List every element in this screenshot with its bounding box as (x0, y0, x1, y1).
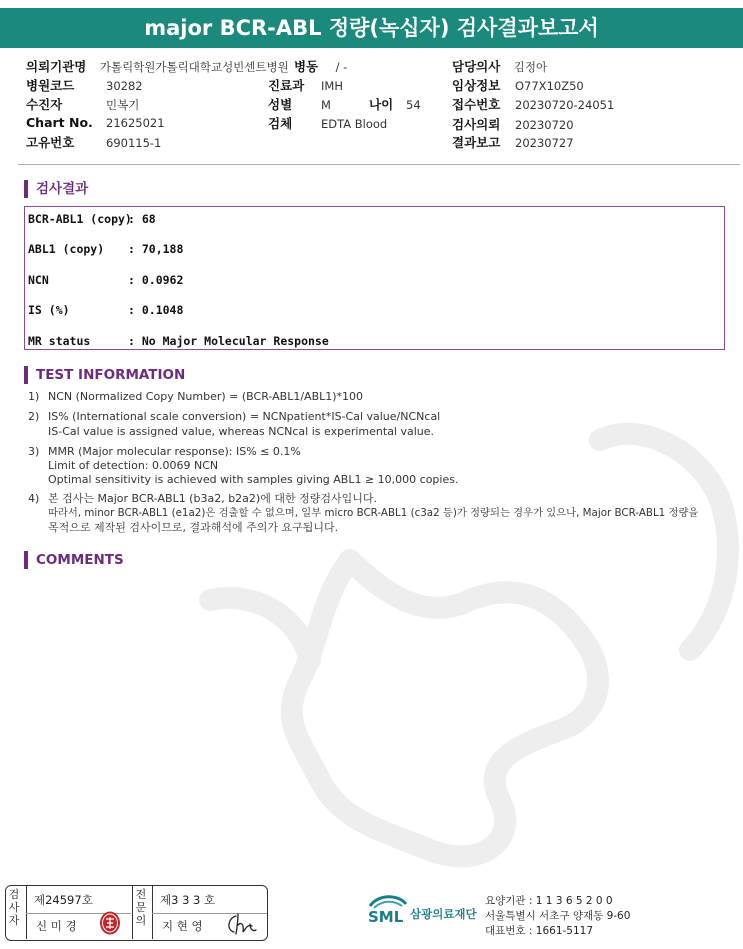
dept-field (268, 76, 343, 94)
ward-value: / - (335, 60, 348, 74)
reviewer-label-text: 전문의 (135, 888, 147, 927)
ward-label: 병동 (294, 59, 319, 74)
item-number: 2) (28, 410, 40, 423)
chart-field (26, 115, 165, 130)
result-row-ncn (28, 273, 183, 287)
result-value: : 70,188 (128, 242, 184, 256)
receipt-field (452, 95, 614, 113)
examiner-label (8, 888, 22, 927)
report-title: major BCR-ABL 정량(녹십자) 검사결과보고서 (0, 8, 743, 48)
clinical-field (452, 76, 584, 94)
dept-value: IMH (321, 79, 343, 93)
item-line: 목적으로 제작된 검사이므로, 결과해석에 주의가 요구됩니다. (48, 521, 339, 534)
receipt-value: 20230720-24051 (515, 98, 615, 112)
request-value: 20230720 (515, 118, 574, 132)
address-line: 대표번호 : 1661-5117 (485, 925, 594, 937)
item-line: 따라서, minor BCR-ABL1 (e1a2)은 검출할 수 없으며, 일부 micro BCR-ABL1 (c3a2 등)가 정량되는 경우가 있으나, Major BCR-ABL1 정량을 (48, 507, 699, 519)
examiner-name: 신 미 경 (36, 919, 77, 933)
age-field (369, 95, 421, 113)
unique-label: 고유번호 (26, 135, 75, 150)
comments-heading: COMMENTS (24, 551, 124, 569)
examiner-label-text: 검사자 (8, 888, 20, 927)
result-value: : 68 (128, 212, 156, 226)
divider (132, 886, 133, 939)
header-divider (18, 164, 740, 165)
result-key: NCN (28, 273, 49, 287)
examiner-no: 제24597호 (34, 893, 93, 907)
item-line: NCN (Normalized Copy Number) = (BCR-ABL1/ABL1)*100 (48, 390, 364, 403)
examiner-seal-icon (98, 910, 122, 936)
sex-label: 성별 (268, 97, 293, 112)
hospital-code-label: 병원코드 (26, 78, 75, 93)
clinical-value: O77X10Z50 (515, 79, 584, 93)
chart-value: 21625021 (106, 116, 165, 130)
item-line: Optimal sensitivity is achieved with samples giving ABL1 ≥ 10,000 copies. (48, 473, 459, 486)
age-value: 54 (406, 98, 421, 112)
item-number: 3) (28, 445, 40, 458)
clinical-label: 임상정보 (452, 78, 501, 93)
result-value: : No Major Molecular Response (128, 334, 329, 348)
item-number: 4) (28, 492, 40, 505)
item-line: Limit of detection: 0.0069 NCN (48, 459, 219, 472)
specimen-value: EDTA Blood (321, 117, 388, 131)
doctor-value: 김정아 (513, 60, 548, 74)
lab-name: 삼광의료재단 (410, 907, 477, 921)
item-line: IS% (International scale conversion) = NCNpatient*IS-Cal value/NCNcal (48, 410, 441, 423)
institution-value: 가톨릭학원가톨릭대학교성빈센트병원 (99, 60, 289, 74)
institution-field (26, 57, 289, 75)
result-row-bcr-abl1 (28, 212, 156, 226)
institution-label: 의뢰기관명 (26, 59, 87, 74)
report-date-label: 결과보고 (452, 135, 501, 150)
specimen-label: 검체 (268, 116, 293, 131)
sex-value: M (321, 98, 331, 112)
hospital-code-field (26, 76, 143, 94)
report-date-field (452, 133, 574, 151)
ward-field (294, 57, 347, 75)
result-value: : 0.1048 (128, 303, 184, 317)
specimen-field (268, 114, 387, 132)
address-line: 요양기관 : 1 1 3 6 5 2 0 0 (485, 895, 613, 907)
doctor-label: 담당의사 (452, 59, 501, 74)
chart-label: Chart No. (26, 115, 93, 130)
unique-value: 690115-1 (106, 136, 162, 150)
item-number: 1) (28, 390, 40, 403)
result-key: BCR-ABL1 (copy) (28, 212, 132, 226)
result-key: ABL1 (copy) (28, 242, 105, 256)
patient-label: 수진자 (26, 97, 63, 112)
request-label: 검사의뢰 (452, 117, 501, 132)
doctor-field (452, 57, 547, 75)
receipt-label: 접수번호 (452, 97, 501, 112)
reviewer-no: 제3 3 3 호 (160, 893, 216, 907)
sex-field (268, 95, 331, 113)
reviewer-name: 지 현 영 (162, 919, 203, 933)
results-box (24, 206, 725, 350)
address-line: 서울특별시 서초구 양재동 9-60 (485, 910, 631, 922)
logo-text: SML (368, 908, 404, 926)
reviewer-signature-icon (224, 912, 260, 936)
results-heading: 검사결과 (24, 180, 88, 198)
hospital-code-value: 30282 (106, 79, 143, 93)
result-key: IS (%) (28, 303, 70, 317)
patient-value: 민복기 (106, 98, 140, 112)
request-field (452, 115, 574, 133)
result-row-mr-status (28, 334, 329, 348)
age-label: 나이 (369, 97, 394, 112)
result-row-is (28, 303, 183, 317)
signature-box (5, 885, 268, 941)
patient-field (26, 95, 139, 113)
result-key: MR status (28, 334, 91, 348)
unique-field (26, 133, 161, 151)
result-value: : 0.0962 (128, 273, 184, 287)
dept-label: 진료과 (268, 78, 305, 93)
test-info-heading: TEST INFORMATION (24, 366, 185, 384)
item-line: MMR (Major molecular response): IS% ≤ 0.1% (48, 445, 301, 458)
reviewer-label (135, 888, 149, 927)
report-date-value: 20230727 (515, 136, 574, 150)
item-line: 본 검사는 Major BCR-ABL1 (b3a2, b2a2)에 대한 정량검사입니다. (48, 492, 377, 505)
sml-logo-icon (366, 892, 411, 932)
item-line: IS-Cal value is assigned value, whereas NCNcal is experimental value. (48, 425, 435, 438)
result-row-abl1 (28, 242, 183, 256)
